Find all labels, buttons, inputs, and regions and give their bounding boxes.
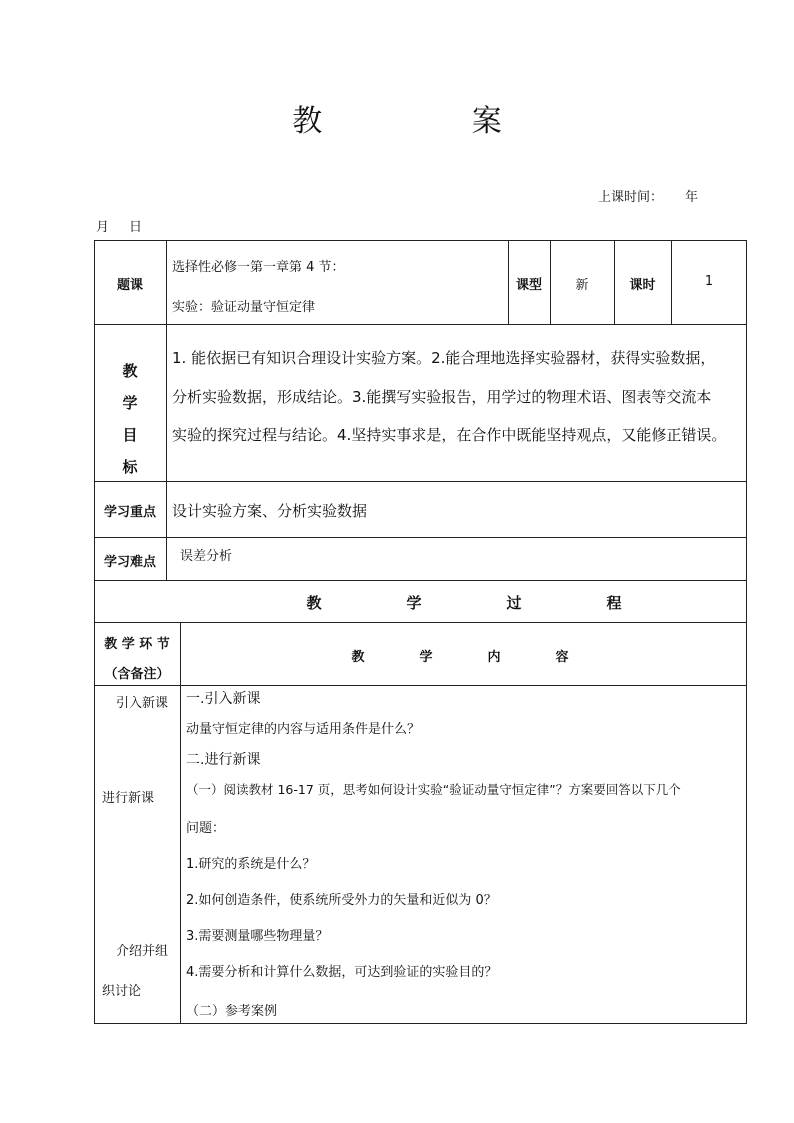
section-intro-heading: 一.引入新课 bbox=[186, 691, 261, 707]
stage-header bbox=[94, 630, 180, 690]
divider bbox=[166, 240, 167, 581]
process-title-char: 程 bbox=[606, 594, 622, 612]
section-proceed-heading: 二.进行新课 bbox=[186, 752, 261, 768]
lesson-type-label: 课型 bbox=[515, 278, 542, 293]
teaching-goals bbox=[172, 343, 726, 451]
question-1: 1.研究的系统是什么？ bbox=[186, 857, 316, 872]
process-title-char: 过 bbox=[506, 594, 522, 612]
question-2: 2.如何创造条件，使系统所受外力的矢量和近似为 0？ bbox=[186, 893, 497, 908]
goals-label-char: 学 bbox=[122, 394, 138, 412]
divider bbox=[180, 622, 181, 1024]
process-title-char: 教 bbox=[306, 594, 322, 612]
content-header-char: 学 bbox=[419, 650, 433, 665]
stage-header-line-2: （含备注） bbox=[104, 667, 170, 682]
question-3: 3.需要测量哪些物理量？ bbox=[186, 929, 329, 944]
divider bbox=[94, 685, 747, 686]
stage-intro: 引入新课 bbox=[116, 696, 169, 711]
class-time bbox=[598, 186, 698, 205]
goals-label-char: 目 bbox=[122, 426, 138, 444]
content-header-char: 内 bbox=[487, 650, 501, 665]
reading-task-line-2: 问题： bbox=[186, 821, 226, 836]
content-header-char: 容 bbox=[555, 650, 569, 665]
divider bbox=[94, 537, 747, 538]
class-time-label: 上课时间： bbox=[598, 190, 664, 205]
topic-line-1: 选择性必修一第一章第 4 节： bbox=[172, 260, 345, 275]
reading-task-line-1: （一）阅读教材 16-17 页，思考如何设计实验“验证动量守恒定律”？方案要回答以下几个 bbox=[186, 782, 681, 797]
goals-label-char: 教 bbox=[122, 362, 138, 380]
goal-line: 实验的探究过程与结论。4.坚持实事求是，在合作中既能坚持观点，又能修正错误。 bbox=[172, 426, 727, 444]
goal-line: 1. 能依据已有知识合理设计实验方案。2.能合理地选择实验器材，获得实验数据， bbox=[172, 349, 716, 367]
stage-header-line-1: 教 学 环 节 bbox=[104, 637, 170, 652]
stage-proceed: 进行新课 bbox=[102, 791, 155, 806]
stage-discuss-1: 介绍并组 bbox=[116, 944, 169, 959]
key-points-value: 设计实验方案、分析实验数据 bbox=[172, 502, 368, 520]
teaching-goals-label bbox=[94, 355, 166, 483]
difficulties-label: 学习难点 bbox=[103, 555, 156, 570]
lesson-hours-label: 课时 bbox=[629, 278, 656, 293]
year-label: 年 bbox=[685, 190, 699, 205]
intro-question: 动量守恒定律的内容与适用条件是什么？ bbox=[186, 722, 421, 737]
day-label: 日 bbox=[129, 220, 143, 235]
key-points-label: 学习重点 bbox=[103, 505, 156, 520]
topic-line-2: 实验：验证动量守恒定律 bbox=[172, 300, 316, 315]
stage-discuss-2: 织讨论 bbox=[102, 984, 142, 999]
goals-label-char: 标 bbox=[122, 458, 138, 476]
lesson-type-value: 新 bbox=[575, 278, 589, 293]
reference-cases: （二）参考案例 bbox=[186, 1004, 278, 1019]
divider bbox=[94, 622, 747, 623]
content-header bbox=[324, 646, 624, 665]
month-label: 月 bbox=[96, 220, 110, 235]
document-title: 教 案 bbox=[292, 104, 572, 139]
content-header-char: 教 bbox=[351, 650, 365, 665]
process-title-char: 学 bbox=[406, 594, 422, 612]
difficulties-value: 误差分析 bbox=[180, 549, 233, 564]
process-title bbox=[264, 592, 664, 613]
divider bbox=[94, 481, 747, 482]
topic-label: 题课 bbox=[116, 278, 143, 293]
class-date bbox=[96, 216, 142, 235]
lesson-hours-value: 1 bbox=[704, 274, 714, 289]
goal-line: 分析实验数据，形成结论。3.能撰写实验报告，用学过的物理术语、图表等交流本 bbox=[172, 387, 712, 406]
question-4: 4.需要分析和计算什么数据，可达到验证的实验目的？ bbox=[186, 965, 498, 980]
divider bbox=[94, 324, 747, 325]
